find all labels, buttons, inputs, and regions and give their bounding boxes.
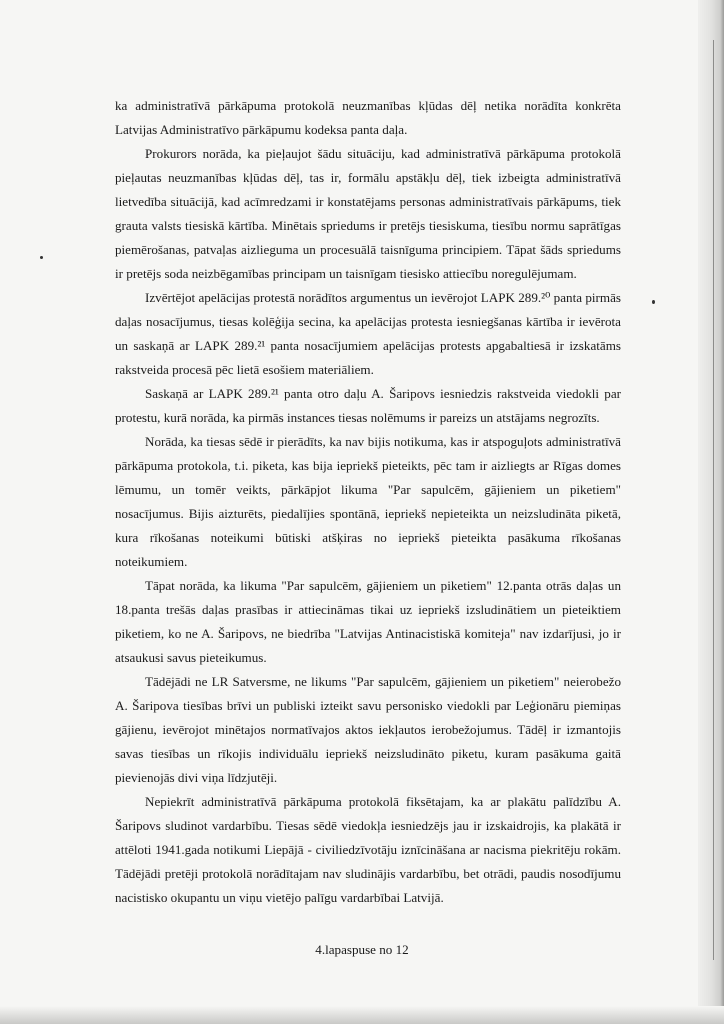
- page-number: 4.lapaspuse no 12: [315, 942, 409, 957]
- paragraph: ka administratīvā pārkāpuma protokolā neuzmanības kļūdas dēļ netika norādīta konkrēta Latvijas Administratīvo pārkāpumu kodeksa panta daļa.: [115, 98, 621, 137]
- paragraph: Saskaņā ar LAPK 289.²¹ panta otro daļu A. Šaripovs iesniedzis rakstveida viedokli par protestu, kurā norāda, ka pirmās instances tiesas nolēmums ir pareizs un atstājams negrozīts.: [115, 386, 621, 425]
- scan-bottom-shadow: [0, 1006, 724, 1024]
- paragraph: Prokurors norāda, ka pieļaujot šādu situāciju, kad administratīvā pārkāpuma protokolā pieļautas neuzmanības kļūdas dēļ, tas ir, formālu apstākļu dēļ, tiek izbeigta administratīvā lietvedība situācijā, kad acīmredzami ir konstatējams personas administratīvais pārkāpums, tiek grauta valsts tiesiskā kārtība. Minētais spriedums ir pretējs tiesiskuma, tiesību normu saprātīgas piemērošanas, patvaļas aizlieguma un procesuālā taisnīguma principiem. Tāpat šāds spriedums ir pretējs soda neizbēgamības principam un taisnīgam tiesisko attiecību noregulējumam.: [115, 146, 621, 281]
- paragraph: Tāpat norāda, ka likuma "Par sapulcēm, gājieniem un piketiem" 12.panta otrās daļas un 18.panta trešās daļas prasības ir attiecināmas tikai uz iepriekš izsludinātiem un pieteiktiem piketiem, ko ne A. Šaripovs, ne biedrība "Latvijas Antinacistiskā komiteja" nav izdarījusi, jo ir atsaukusi savus pieteikumus.: [115, 578, 621, 665]
- paragraph: Tādējādi ne LR Satversme, ne likums "Par sapulcēm, gājieniem un piketiem" neierobežo A. Šaripova tiesības brīvi un publiski izteikt savu personisko viedokli par Leģionāru piemiņas gājienu, ievērojot minētajos normatīvajos aktos iekļautos ierobežojumus. Tādēļ ir izmantojis savas tiesības un rīkojis individuālu iepriekš neizsludināto piketu, kuram pasākuma gaitā pievienojās divi viņa līdzjutēji.: [115, 674, 621, 785]
- scan-edge-shadow: [698, 0, 724, 1024]
- document-body: [115, 94, 621, 910]
- paragraph: Izvērtējot apelācijas protestā norādītos argumentus un ievērojot LAPK 289.²⁰ panta pirmās daļas nosacījumus, tiesas kolēģija secina, ka apelācijas protesta iesniegšanas kārtība ir ievērota un saskaņā ar LAPK 289.²¹ panta nosacījumiem apelācijas protests apgabaltiesā ir izskatāms rakstveida procesā pēc lietā esošiem materiāliem.: [115, 290, 621, 377]
- paragraph: Norāda, ka tiesas sēdē ir pierādīts, ka nav bijis notikuma, kas ir atspoguļots administratīvā pārkāpuma protokola, t.i. piketa, kas bija iepriekš pieteikts, pēc tam ir aizliegts ar Rīgas domes lēmumu, un tomēr veikts, pārkāpjot likuma "Par sapulcēm, gājieniem un piketiem" nosacījumus. Bijis aizturēts, piedalījies spontānā, iepriekš nepieteikta un neizsludināta piketā, kura rīkošanas noteikumi būtiski atšķiras no iepriekš pieteikta pasākuma rīkošanas noteikumiem.: [115, 434, 621, 569]
- paragraph: Nepiekrīt administratīvā pārkāpuma protokolā fiksētajam, ka ar plakātu palīdzību A. Šaripovs sludinot vardarbību. Tiesas sēdē viedokļa iesniedzējs jau ir izskaidrojis, ka plakātā ir attēloti 1941.gada notikumi Liepājā - civiliedzīvotāju iznīcināšana ar nacisma piekritēju rokām. Tādējādi pretēji protokolā norādītajam nav sludinājis vardarbību, bet otrādi, paudis nosodījumu nacistisko okupantu un viņu vietējo palīgu vardarbībai Latvijā.: [115, 794, 621, 905]
- scan-edge-line: [713, 40, 714, 960]
- scan-speck: [40, 256, 43, 259]
- scan-speck: [652, 300, 655, 304]
